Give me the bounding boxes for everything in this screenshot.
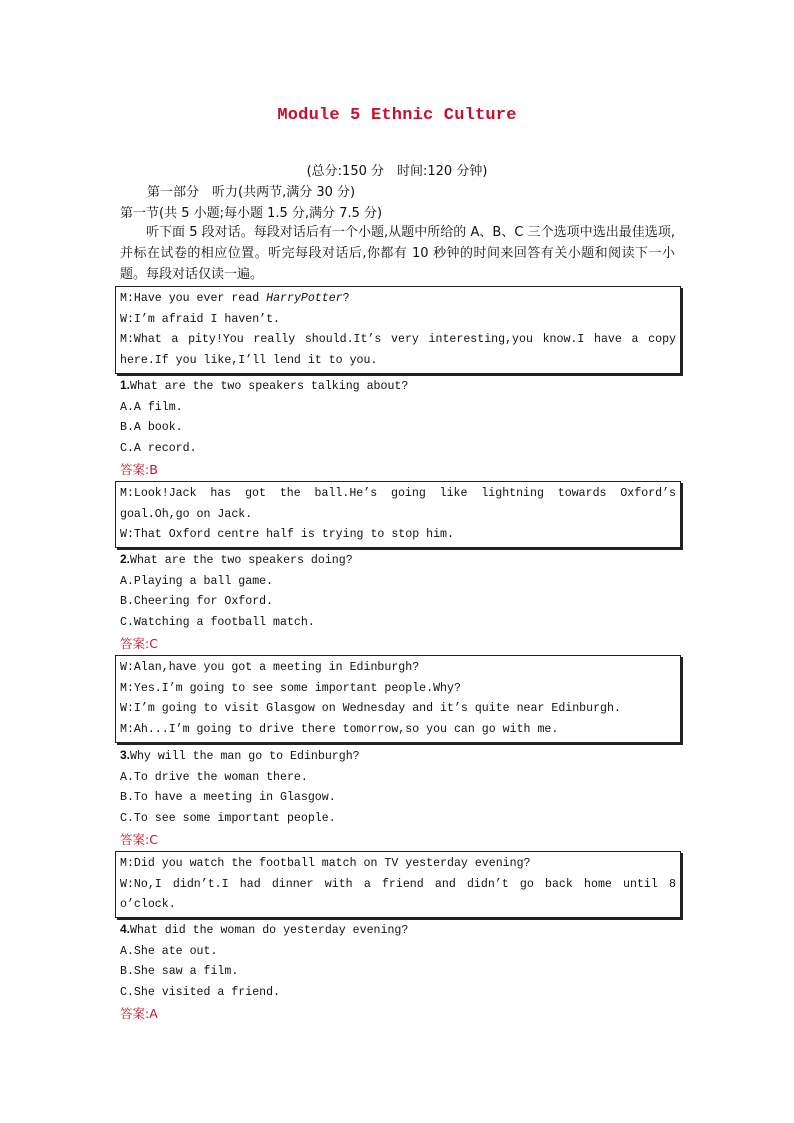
question-number: 4. [120, 922, 131, 936]
dialogue-line: M:Look!Jack has got the ball.He’s going like lightning towards Oxford’s goal.Oh,go on Jack. [120, 487, 676, 521]
option-c: C.Watching a football match. [120, 616, 315, 630]
dialogue-line: M:What a pity!You really should.It’s very interesting,you know.I have a copy here.If you like,I’ll lend it to you. [120, 333, 676, 368]
question-number: 3. [120, 748, 131, 762]
option-b: B.To have a meeting in Glasgow. [120, 791, 336, 805]
score-info: (总分:150 分 时间:120 分钟) [306, 164, 488, 179]
dialogue-line: M:Yes.I’m going to see some important people.Why? [120, 681, 461, 695]
section-heading: 第一节(共 5 小题;每小题 1.5 分,满分 7.5 分) [120, 206, 383, 221]
option-a: A.Playing a ball game. [120, 574, 274, 588]
dialogue-line: W:Alan,have you got a meeting in Edinburgh? [120, 661, 420, 674]
option-b: B.A book. [120, 421, 183, 435]
question-text: What are the two speakers talking about? [130, 380, 409, 393]
question-text: What are the two speakers doing? [130, 554, 353, 567]
dialogue-line: W:That Oxford centre half is trying to stop him. [120, 528, 454, 542]
option-b: B.Cheering for Oxford. [120, 595, 274, 609]
dialogue-box-3 [115, 655, 681, 743]
question-text: Why will the man go to Edinburgh? [130, 750, 360, 763]
option-a: A.She ate out. [120, 944, 218, 958]
option-a: A.To drive the woman there. [120, 770, 308, 784]
part-heading: 第一部分 听力(共两节,满分 30 分) [147, 185, 356, 200]
dialogue-line: W:I’m going to visit Glasgow on Wednesday and it’s quite near Edinburgh. [120, 702, 621, 716]
option-c: C.A record. [120, 442, 197, 456]
page-title: Module 5 Ethnic Culture [277, 106, 517, 125]
option-c: C.She visited a friend. [120, 986, 281, 1000]
question-text: What did the woman do yesterday evening? [130, 924, 409, 937]
dialogue-box-2 [115, 481, 681, 548]
dialogue-line: M:Have you ever read HarryPotter? [120, 292, 350, 305]
dialogue-box-4 [115, 851, 681, 918]
dialogue-line: M:Ah...I’m going to drive there tomorrow,so you can go with me. [120, 723, 559, 737]
dialogue-box-1 [115, 286, 681, 374]
answer: 答案:C [120, 635, 158, 651]
answer: 答案:C [120, 831, 158, 847]
dialogue-line: W:I’m afraid I haven’t. [120, 312, 281, 326]
option-a: A.A film. [120, 400, 183, 414]
answer: 答案:B [120, 461, 158, 477]
answer: 答案:A [120, 1005, 158, 1021]
question-number: 2. [120, 552, 131, 566]
option-c: C.To see some important people. [120, 812, 336, 826]
dialogue-line: M:Did you watch the football match on TV yesterday evening? [120, 857, 531, 870]
question-block-4 [120, 919, 408, 1025]
question-block-2 [120, 549, 353, 655]
dialogue-line: W:No,I didn’t.I had dinner with a friend and didn’t go back home until 8 o’clock. [120, 877, 676, 912]
question-block-1 [120, 375, 408, 481]
question-block-3 [120, 745, 360, 851]
question-number: 1. [120, 378, 131, 392]
option-b: B.She saw a film. [120, 965, 239, 979]
instructions: 听下面 5 段对话。每段对话后有一个小题,从题中所给的 A、B、C 三个选项中选出最佳选项,并标在试卷的相应位置。听完每段对话后,你都有 10 秒钟的时间来回答有关小题和阅读下一小题。每段对话仅读一遍。 [120, 225, 675, 282]
